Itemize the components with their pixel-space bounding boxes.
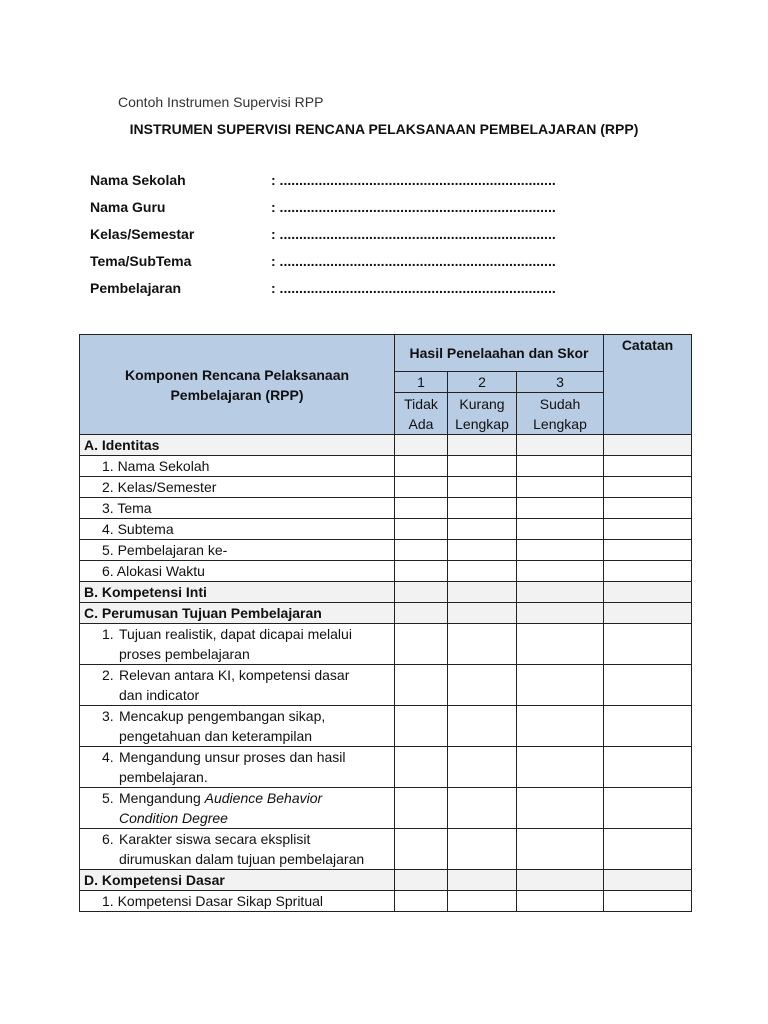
score-label-line: Ada bbox=[408, 415, 434, 432]
item-label bbox=[80, 788, 395, 829]
score-cell[interactable] bbox=[448, 456, 517, 477]
section-row-a bbox=[80, 435, 692, 456]
score-cell[interactable] bbox=[395, 624, 448, 665]
item-label: 1. Nama Sekolah bbox=[80, 456, 395, 477]
score-cell[interactable] bbox=[448, 435, 517, 456]
component-header bbox=[80, 335, 395, 435]
notes-cell[interactable] bbox=[604, 747, 692, 788]
table-row bbox=[80, 665, 692, 706]
notes-cell[interactable] bbox=[604, 870, 692, 891]
table-row bbox=[80, 561, 692, 582]
section-title: B. Kompetensi Inti bbox=[80, 582, 395, 603]
section-title: D. Kompetensi Dasar bbox=[80, 870, 395, 891]
item-label bbox=[80, 747, 395, 788]
score-cell[interactable] bbox=[448, 829, 517, 870]
item-label: 4. Subtema bbox=[80, 519, 395, 540]
item-number: 6. bbox=[102, 831, 114, 847]
section-title: A. Identitas bbox=[80, 435, 395, 456]
notes-cell[interactable] bbox=[604, 477, 692, 498]
section-row-c bbox=[80, 603, 692, 624]
table-row bbox=[80, 477, 692, 498]
score-cell[interactable] bbox=[395, 829, 448, 870]
score-cell[interactable] bbox=[395, 891, 448, 912]
notes-cell[interactable] bbox=[604, 498, 692, 519]
score-cell[interactable] bbox=[395, 788, 448, 829]
supervision-table bbox=[79, 334, 692, 912]
notes-cell[interactable] bbox=[604, 788, 692, 829]
notes-cell[interactable] bbox=[604, 829, 692, 870]
field-value: : ....................................................................... bbox=[271, 199, 556, 215]
field-value: : ....................................................................... bbox=[271, 253, 556, 269]
table-row bbox=[80, 788, 692, 829]
table-row bbox=[80, 540, 692, 561]
score-cell[interactable] bbox=[395, 603, 448, 624]
field-label: Pembelajaran bbox=[90, 280, 182, 296]
score-cell[interactable] bbox=[448, 540, 517, 561]
score-1: 1 bbox=[395, 372, 448, 393]
item-number: 1. bbox=[102, 626, 114, 642]
score-cell[interactable] bbox=[395, 870, 448, 891]
item-text-cont: Condition Degree bbox=[119, 810, 228, 826]
score-cell[interactable] bbox=[395, 706, 448, 747]
score-cell[interactable] bbox=[395, 747, 448, 788]
score-cell[interactable] bbox=[448, 870, 517, 891]
score-cell[interactable] bbox=[395, 498, 448, 519]
notes-cell[interactable] bbox=[604, 561, 692, 582]
score-cell[interactable] bbox=[395, 435, 448, 456]
score-cell[interactable] bbox=[448, 519, 517, 540]
item-text-cont: dan indicator bbox=[119, 687, 200, 703]
score-cell[interactable] bbox=[448, 788, 517, 829]
document-title: INSTRUMEN SUPERVISI RENCANA PELAKSANAAN PEMBELAJARAN (RPP) bbox=[129, 121, 639, 137]
result-header: Hasil Penelaahan dan Skor bbox=[395, 335, 604, 372]
score-cell[interactable] bbox=[517, 498, 604, 519]
score-cell[interactable] bbox=[448, 582, 517, 603]
field-label: Tema/SubTema bbox=[90, 253, 192, 269]
item-label: 5. Pembelajaran ke- bbox=[80, 540, 395, 561]
field-value: : ....................................................................... bbox=[271, 280, 556, 296]
item-text: Mengandung unsur proses dan hasil bbox=[119, 749, 346, 765]
table-row bbox=[80, 498, 692, 519]
document-subtitle: Contoh Instrumen Supervisi RPP bbox=[118, 94, 324, 110]
score-label-line: Kurang bbox=[459, 395, 505, 412]
score-cell[interactable] bbox=[448, 477, 517, 498]
notes-cell[interactable] bbox=[604, 665, 692, 706]
section-row-d bbox=[80, 870, 692, 891]
item-label bbox=[80, 706, 395, 747]
score-cell[interactable] bbox=[517, 603, 604, 624]
notes-cell[interactable] bbox=[604, 435, 692, 456]
score-cell[interactable] bbox=[395, 519, 448, 540]
score-cell[interactable] bbox=[517, 435, 604, 456]
score-cell[interactable] bbox=[448, 498, 517, 519]
score-cell[interactable] bbox=[517, 706, 604, 747]
item-number: 3. bbox=[102, 708, 114, 724]
table-row bbox=[80, 456, 692, 477]
score-cell[interactable] bbox=[517, 561, 604, 582]
notes-cell[interactable] bbox=[604, 540, 692, 561]
score-cell[interactable] bbox=[517, 665, 604, 706]
score-cell[interactable] bbox=[448, 624, 517, 665]
table-row bbox=[80, 519, 692, 540]
item-label bbox=[80, 624, 395, 665]
item-text-cont: dirumuskan dalam tujuan pembelajaran bbox=[119, 851, 365, 867]
table-row bbox=[80, 706, 692, 747]
item-text: Mengandung bbox=[119, 790, 205, 806]
score-label-1 bbox=[395, 393, 448, 435]
field-label: Nama Guru bbox=[90, 199, 166, 215]
item-text: Relevan antara KI, kompetensi dasar bbox=[119, 667, 350, 683]
score-cell[interactable] bbox=[395, 456, 448, 477]
score-cell[interactable] bbox=[448, 891, 517, 912]
field-value: : ....................................................................... bbox=[271, 172, 556, 188]
score-cell[interactable] bbox=[517, 870, 604, 891]
notes-cell[interactable] bbox=[604, 582, 692, 603]
score-cell[interactable] bbox=[517, 891, 604, 912]
score-cell[interactable] bbox=[448, 706, 517, 747]
item-label bbox=[80, 665, 395, 706]
score-cell[interactable] bbox=[517, 519, 604, 540]
item-label: 3. Tema bbox=[80, 498, 395, 519]
notes-cell[interactable] bbox=[604, 603, 692, 624]
item-number: 5. bbox=[102, 790, 114, 806]
item-text-cont: pembelajaran. bbox=[119, 769, 208, 785]
score-cell[interactable] bbox=[517, 456, 604, 477]
score-label-line: Tidak bbox=[404, 395, 438, 412]
item-text: Mencakup pengembangan sikap, bbox=[119, 708, 326, 724]
field-value: : ....................................................................... bbox=[271, 226, 556, 242]
score-cell[interactable] bbox=[517, 477, 604, 498]
item-text-cont: pengetahuan dan keterampilan bbox=[119, 728, 313, 744]
score-2: 2 bbox=[448, 372, 517, 393]
notes-cell[interactable] bbox=[604, 891, 692, 912]
item-label: 2. Kelas/Semester bbox=[80, 477, 395, 498]
notes-header: Catatan bbox=[604, 335, 692, 435]
score-cell[interactable] bbox=[395, 540, 448, 561]
score-cell[interactable] bbox=[517, 540, 604, 561]
item-label: 1. Kompetensi Dasar Sikap Spritual bbox=[80, 891, 395, 912]
field-label: Nama Sekolah bbox=[90, 172, 186, 188]
score-cell[interactable] bbox=[395, 561, 448, 582]
score-label-2 bbox=[448, 393, 517, 435]
score-cell[interactable] bbox=[517, 582, 604, 603]
score-cell[interactable] bbox=[448, 603, 517, 624]
score-3: 3 bbox=[517, 372, 604, 393]
notes-cell[interactable] bbox=[604, 456, 692, 477]
score-cell[interactable] bbox=[517, 829, 604, 870]
notes-cell[interactable] bbox=[604, 624, 692, 665]
notes-cell[interactable] bbox=[604, 706, 692, 747]
score-label-line: Lengkap bbox=[533, 415, 587, 432]
score-label-line: Lengkap bbox=[455, 415, 509, 432]
notes-cell[interactable] bbox=[604, 519, 692, 540]
item-label: 6. Alokasi Waktu bbox=[80, 561, 395, 582]
field-label: Kelas/Semestar bbox=[90, 226, 195, 242]
table-row bbox=[80, 747, 692, 788]
score-cell[interactable] bbox=[448, 665, 517, 706]
score-label-3 bbox=[517, 393, 604, 435]
score-cell[interactable] bbox=[448, 561, 517, 582]
score-cell[interactable] bbox=[517, 788, 604, 829]
item-text-cont: proses pembelajaran bbox=[119, 646, 250, 662]
item-text-italic: Audience Behavior bbox=[204, 790, 323, 806]
item-number: 4. bbox=[102, 749, 114, 765]
table-row bbox=[80, 624, 692, 665]
table-row bbox=[80, 829, 692, 870]
score-cell[interactable] bbox=[517, 624, 604, 665]
table-row bbox=[80, 891, 692, 912]
section-row-b bbox=[80, 582, 692, 603]
item-text: Tujuan realistik, dapat dicapai melalui bbox=[119, 626, 352, 642]
item-number: 2. bbox=[102, 667, 114, 683]
header-row bbox=[80, 335, 692, 372]
score-cell[interactable] bbox=[517, 747, 604, 788]
score-cell[interactable] bbox=[395, 665, 448, 706]
score-label-line: Sudah bbox=[539, 395, 581, 412]
score-cell[interactable] bbox=[448, 747, 517, 788]
score-cell[interactable] bbox=[395, 582, 448, 603]
score-cell[interactable] bbox=[395, 477, 448, 498]
component-header-text: Komponen Rencana Pelaksanaan Pembelajaran (RPP) bbox=[124, 366, 350, 403]
item-text: Karakter siswa secara eksplisit bbox=[119, 831, 311, 847]
section-title: C. Perumusan Tujuan Pembelajaran bbox=[80, 603, 395, 624]
item-label bbox=[80, 829, 395, 870]
